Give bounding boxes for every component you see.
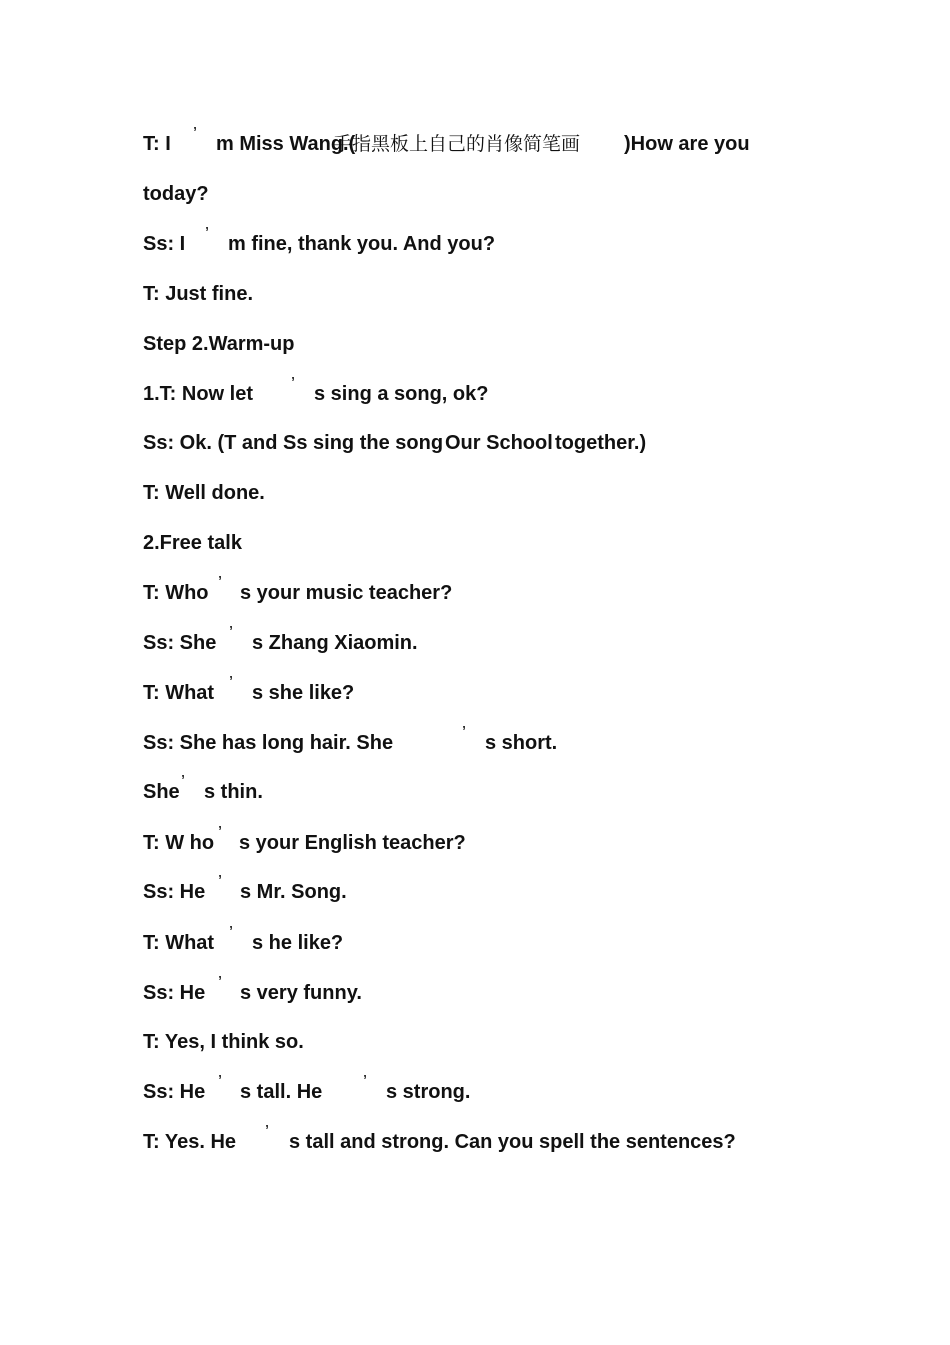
line-segment: T: What (143, 932, 215, 954)
line-segment: s strong. (386, 1081, 471, 1103)
line-segment: Ss: I (143, 233, 186, 255)
apostrophe: ’ (181, 772, 185, 792)
apostrophe: ’ (291, 374, 295, 394)
line-segment: together.) (555, 432, 647, 454)
apostrophe: ’ (229, 623, 233, 643)
line-segment: s sing a song, ok? (314, 383, 489, 405)
apostrophe: ’ (205, 224, 209, 244)
line-segment: 1.T: Now let (143, 383, 254, 405)
line-segment: s Mr. Song. (240, 881, 347, 903)
section-heading: 2.Free talk (143, 532, 242, 554)
apostrophe: ’ (265, 1122, 269, 1142)
section-heading: Step 2.Warm-up (143, 333, 295, 355)
chinese-annotation: 手指黑板上自己的肖像简笔画 (333, 133, 581, 155)
apostrophe: ’ (218, 872, 222, 892)
line-segment: s your English teacher? (239, 832, 466, 854)
line-segment: T: I (143, 133, 171, 155)
line-segment: T: What (143, 682, 215, 704)
line-segment: T: Who (143, 582, 209, 604)
line-segment: )How are you (624, 133, 750, 155)
apostrophe: ’ (462, 723, 466, 743)
apostrophe: ’ (229, 923, 233, 943)
line-segment: T: Just fine. (143, 283, 254, 305)
song-title: Our School (445, 432, 553, 454)
line-segment: s tall. He (240, 1081, 323, 1103)
line-segment: today? (143, 183, 209, 205)
line-segment: s very funny. (240, 982, 362, 1004)
line-segment: T: Yes, I think so. (143, 1031, 304, 1053)
line-segment: She (143, 781, 180, 803)
apostrophe: ’ (218, 573, 222, 593)
apostrophe: ’ (218, 823, 222, 843)
apostrophe: ’ (363, 1072, 367, 1092)
line-segment: Ss: He (143, 982, 206, 1004)
apostrophe: ’ (229, 673, 233, 693)
line-segment: Ss: He (143, 1081, 206, 1103)
line-segment: s tall and strong. Can you spell the sentences? (289, 1131, 736, 1153)
line-segment: s short. (485, 732, 558, 754)
line-segment: s he like? (252, 932, 344, 954)
apostrophe: ’ (218, 1072, 222, 1092)
apostrophe: ’ (218, 973, 222, 993)
line-segment: T: W ho (143, 832, 215, 854)
line-segment: Ss: She (143, 632, 217, 654)
line-segment: s Zhang Xiaomin. (252, 632, 418, 654)
line-segment: T: Well done. (143, 482, 265, 504)
apostrophe: ’ (193, 124, 197, 144)
line-segment: Ss: Ok. (T and Ss sing the song (143, 432, 444, 454)
line-segment: Ss: She has long hair. She (143, 732, 394, 754)
line-segment: s thin. (204, 781, 263, 803)
line-segment: s your music teacher? (240, 582, 453, 604)
line-segment: T: Yes. He (143, 1131, 237, 1153)
line-segment: m Miss Wang.( (216, 133, 356, 155)
line-segment: m fine, thank you. And you? (228, 233, 496, 255)
line-segment: s she like? (252, 682, 355, 704)
line-segment: Ss: He (143, 881, 206, 903)
